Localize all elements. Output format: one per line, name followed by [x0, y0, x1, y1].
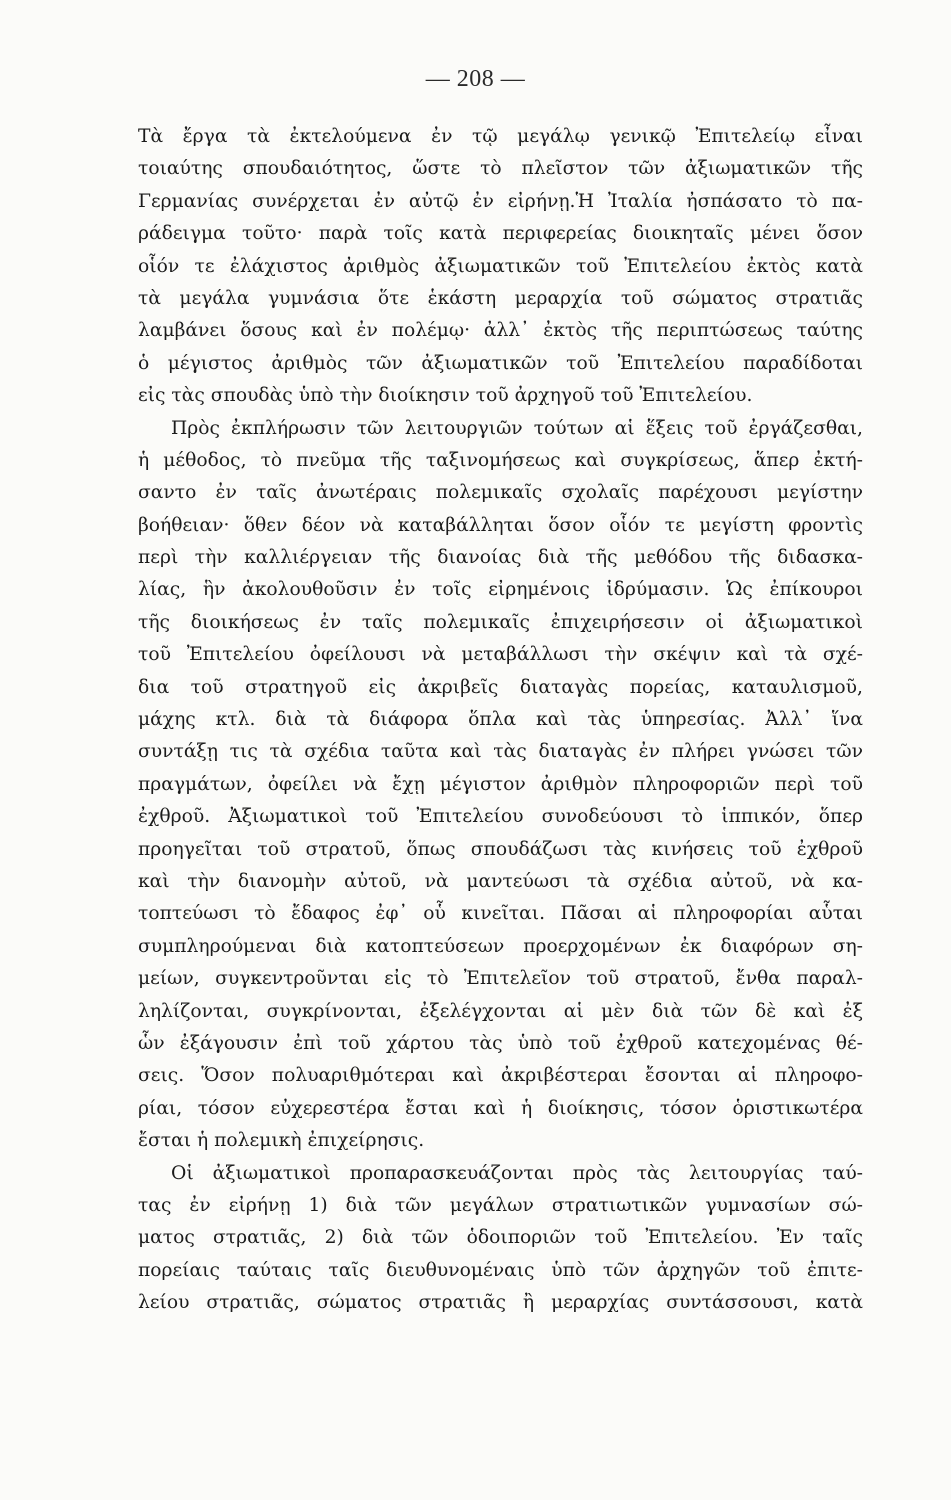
text-line: τας ἐν εἰρήνῃ 1) διὰ τῶν μεγάλων στρατιωτικῶν γυμνασίων σώ- [138, 1194, 863, 1216]
text-line: βοήθειαν· ὅθεν δέον νὰ καταβάλληται ὅσον οἷόν τε μεγίστη φροντὶς [138, 514, 863, 536]
text-line: ὧν ἐξάγουσιν ἐπὶ τοῦ χάρτου τὰς ὑπὸ τοῦ ἐχθροῦ κατεχομένας θέ- [138, 1032, 863, 1054]
text-line: μάχης κτλ. διὰ τὰ διάφορα ὅπλα καὶ τὰς ὑπηρεσίας. Ἀλλ᾽ ἵνα [138, 709, 863, 731]
body-text [138, 121, 863, 1319]
text-line: τοῦ Ἐπιτελείου ὀφείλουσι νὰ μεταβάλλωσι τὴν σκέψιν καὶ τὰ σχέ- [138, 644, 863, 666]
text-line: ἡ μέθοδος, τὸ πνεῦμα τῆς ταξινομήσεως καὶ συγκρίσεως, ἅπερ ἐκτή- [138, 449, 863, 471]
text-line: ρίαι, τόσον εὐχερεστέρα ἔσται καὶ ἡ διοίκησις, τόσον ὁριστικωτέρα [138, 1097, 863, 1119]
text-line: τῆς διοικήσεως ἐν ταῖς πολεμικαῖς ἐπιχειρήσεσιν οἱ ἀξιωματικοὶ [138, 611, 863, 633]
text-line: συντάξῃ τις τὰ σχέδια ταῦτα καὶ τὰς διαταγὰς ἐν πλήρει γνώσει τῶν [138, 741, 863, 763]
text-line: δια τοῦ στρατηγοῦ εἰς ἀκριβεῖς διαταγὰς πορείας, καταυλισμοῦ, [138, 676, 863, 698]
text-line: ὁ μέγιστος ἀριθμὸς τῶν ἀξιωματικῶν τοῦ Ἐπιτελείου παραδίδοται [138, 352, 863, 374]
text-line: σεις. Ὅσον πολυαριθμότεραι καὶ ἀκριβέστεραι ἔσονται αἱ πληροφο- [138, 1065, 863, 1087]
text-line: τοπτεύωσι τὸ ἔδαφος ἐφ᾽ οὗ κινεῖται. Πᾶσαι αἱ πληροφορίαι αὗται [138, 903, 863, 925]
text-line: Τὰ ἔργα τὰ ἐκτελούμενα ἐν τῷ μεγάλῳ γενικῷ Ἐπιτελείῳ εἶναι [138, 126, 863, 147]
text-line: μείων, συγκεντροῦνται εἰς τὸ Ἐπιτελεῖον τοῦ στρατοῦ, ἔνθα παραλ- [138, 968, 863, 990]
text-line: προηγεῖται τοῦ στρατοῦ, ὅπως σπουδάζωσι τὰς κινήσεις τοῦ ἐχθροῦ [138, 838, 863, 860]
text-line: περὶ τὴν καλλιέργειαν τῆς διανοίας διὰ τῆς μεθόδου τῆς διδασκα- [138, 547, 863, 569]
text-line: οἷόν τε ἐλάχιστος ἀριθμὸς ἀξιωματικῶν τοῦ Ἐπιτελείου ἐκτὸς κατὰ [138, 255, 863, 277]
text-line: ληλίζονται, συγκρίνονται, ἐξελέγχονται αἱ μὲν διὰ τῶν δὲ καὶ ἐξ [138, 1000, 863, 1022]
page-number: — 208 — [425, 66, 526, 92]
text-line: Πρὸς ἐκπλήρωσιν τῶν λειτουργιῶν τούτων αἱ ἕξεις τοῦ ἐργάζεσθαι, [171, 417, 863, 439]
text-line: λείου στρατιᾶς, σώματος στρατιᾶς ἢ μεραρχίας συντάσσουσι, κατὰ [138, 1292, 863, 1314]
text-line: ράδειγμα τοῦτο· παρὰ τοῖς κατὰ περιφερείας διοικηταῖς μένει ὅσον [138, 223, 863, 245]
text-line: σαντο ἐν ταῖς ἀνωτέραις πολεμικαῖς σχολαῖς παρέχουσι μεγίστην [138, 482, 863, 504]
text-line: καὶ τὴν διανομὴν αὐτοῦ, νὰ μαντεύωσι τὰ σχέδια αὐτοῦ, νὰ κα- [138, 870, 863, 892]
text-line: λίας, ἣν ἀκολουθοῦσιν ἐν τοῖς εἰρημένοις ἱδρύμασιν. Ὡς ἐπίκουροι [138, 579, 863, 601]
text-line: συμπληρούμεναι διὰ κατοπτεύσεων προερχομένων ἐκ διαφόρων ση- [138, 935, 863, 957]
text-line: ἐχθροῦ. Ἀξιωματικοὶ τοῦ Ἐπιτελείου συνοδεύουσι τὸ ἱππικόν, ὅπερ [138, 806, 863, 828]
text-line: πορείαις ταύταις ταῖς διευθυνομέναις ὑπὸ τῶν ἀρχηγῶν τοῦ ἐπιτε- [138, 1259, 863, 1281]
text-line: εἰς τὰς σπουδὰς ὑπὸ τὴν διοίκησιν τοῦ ἀρχηγοῦ τοῦ Ἐπιτελείου. [138, 385, 753, 407]
text-line: Γερμανίας συνέρχεται ἐν αὐτῷ ἐν εἰρήνῃ.Ἡ Ἰταλία ἠσπάσατο τὸ πα- [138, 190, 863, 212]
text-line: ματος στρατιᾶς, 2) διὰ τῶν ὁδοιποριῶν τοῦ Ἐπιτελείου. Ἐν ταῖς [138, 1227, 863, 1249]
text-line: πραγμάτων, ὀφείλει νὰ ἔχῃ μέγιστον ἀριθμὸν πληροφοριῶν περὶ τοῦ [138, 773, 863, 795]
text-line: τοιαύτης σπουδαιότητος, ὥστε τὸ πλεῖστον τῶν ἀξιωματικῶν τῆς [138, 158, 863, 180]
text-line: Οἱ ἀξιωματικοὶ προπαρασκευάζονται πρὸς τὰς λειτουργίας ταύ- [171, 1162, 863, 1184]
text-line: τὰ μεγάλα γυμνάσια ὅτε ἑκάστη μεραρχία τοῦ σώματος στρατιᾶς [138, 287, 863, 309]
text-line: λαμβάνει ὅσους καὶ ἐν πολέμῳ· ἀλλ᾽ ἐκτὸς τῆς περιπτώσεως ταύτης [138, 320, 863, 342]
text-line: ἔσται ἡ πολεμικὴ ἐπιχείρησις. [138, 1130, 425, 1152]
